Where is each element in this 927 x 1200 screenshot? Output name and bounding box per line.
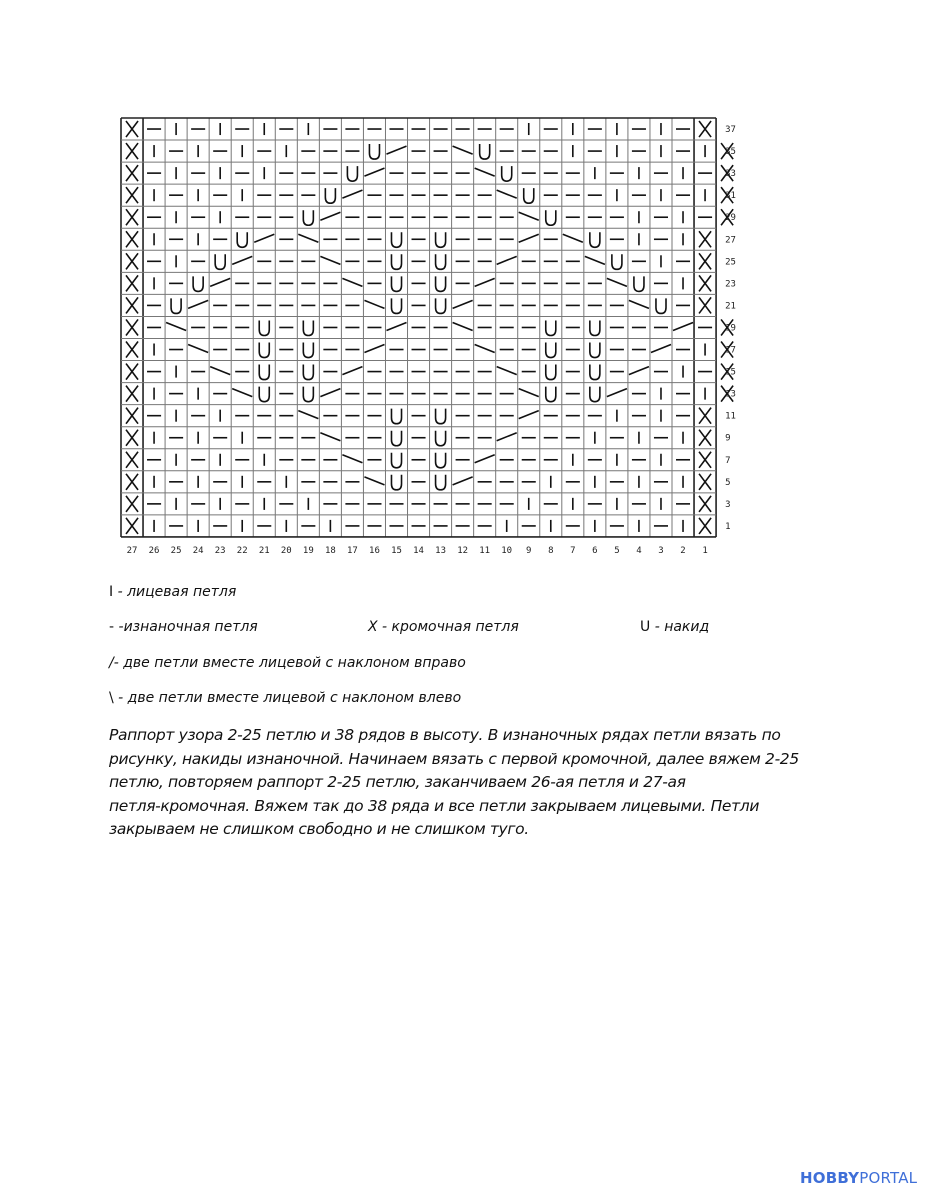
k2tog-right-symbol — [497, 433, 517, 441]
pattern-description — [109, 724, 809, 842]
k2tog-left-symbol — [166, 322, 186, 330]
k2tog-right-symbol — [342, 367, 362, 375]
edge-stitch-symbol — [699, 452, 711, 468]
k2tog-left-symbol — [497, 367, 517, 375]
edge-stitch-symbol — [126, 386, 138, 402]
row-label: 5 — [725, 477, 731, 488]
k2tog-left-symbol — [629, 300, 649, 308]
yarn-over-symbol — [656, 298, 666, 313]
yarn-over-symbol — [259, 387, 269, 402]
legend-k2tog-left-symbol: \ — [109, 690, 114, 706]
yarn-over-symbol — [369, 144, 379, 159]
yarn-over-symbol — [546, 343, 556, 358]
yarn-over-symbol — [436, 475, 446, 490]
legend-purl — [109, 619, 258, 635]
edge-stitch-symbol — [126, 430, 138, 446]
column-label: 5 — [614, 545, 620, 556]
k2tog-right-symbol — [651, 345, 671, 353]
yarn-over-symbol — [590, 343, 600, 358]
column-label: 8 — [548, 545, 554, 556]
k2tog-right-symbol — [386, 146, 406, 154]
column-label: 22 — [236, 545, 248, 556]
edge-stitch-symbol — [126, 474, 138, 490]
edge-stitch-symbol — [126, 143, 138, 159]
k2tog-right-symbol — [453, 300, 473, 308]
row-label: 37 — [725, 125, 736, 136]
column-label: 11 — [479, 545, 491, 556]
edge-stitch-symbol — [699, 121, 711, 137]
k2tog-left-symbol — [342, 455, 362, 463]
k2tog-left-symbol — [519, 389, 539, 397]
edge-stitch-symbol — [126, 209, 138, 225]
edge-stitch-symbol — [126, 518, 138, 534]
legend-k2tog-right — [109, 655, 466, 671]
yarn-over-symbol — [391, 232, 401, 247]
legend-knit — [109, 584, 236, 600]
edge-stitch-symbol — [699, 430, 711, 446]
yarn-over-symbol — [391, 254, 401, 269]
edge-stitch-symbol — [126, 452, 138, 468]
legend-edge-text: - кромочная петля — [377, 619, 519, 635]
column-label: 12 — [457, 545, 469, 556]
k2tog-right-symbol — [629, 367, 649, 375]
yarn-over-symbol — [546, 387, 556, 402]
column-label: 18 — [324, 545, 336, 556]
k2tog-right-symbol — [232, 256, 252, 264]
yarn-over-symbol — [391, 431, 401, 446]
row-label: 21 — [725, 301, 736, 312]
edge-stitch-symbol — [126, 187, 138, 203]
k2tog-left-symbol — [475, 345, 495, 353]
yarn-over-symbol — [171, 298, 181, 313]
yarn-over-symbol — [436, 232, 446, 247]
yarn-over-symbol — [436, 409, 446, 424]
description-line: закрываем не слишком свободно и не слишком туго. — [109, 820, 529, 839]
yarn-over-symbol — [391, 475, 401, 490]
k2tog-left-symbol — [298, 411, 318, 419]
yarn-over-symbol — [590, 232, 600, 247]
legend-edge-symbol: X — [368, 619, 378, 635]
k2tog-left-symbol — [563, 234, 583, 242]
column-label: 19 — [302, 545, 314, 556]
legend-purl-text: -изнаночная петля — [114, 619, 258, 635]
yarn-over-symbol — [436, 276, 446, 291]
column-label: 13 — [435, 545, 447, 556]
yarn-over-symbol — [391, 453, 401, 468]
k2tog-left-symbol — [607, 278, 627, 286]
row-label: 29 — [725, 213, 736, 224]
k2tog-right-symbol — [386, 322, 406, 330]
column-label: 10 — [501, 545, 513, 556]
row-label: 33 — [725, 169, 736, 180]
column-label: 24 — [192, 545, 204, 556]
edge-stitch-symbol — [699, 253, 711, 269]
row-label: 3 — [725, 499, 731, 510]
column-label: 3 — [658, 545, 664, 556]
column-label: 6 — [592, 545, 598, 556]
edge-stitch-symbol — [699, 275, 711, 291]
k2tog-left-symbol — [188, 345, 208, 353]
legend-k2tog-right-symbol: / — [109, 655, 114, 671]
column-label: 14 — [413, 545, 424, 556]
yarn-over-symbol — [502, 166, 512, 181]
k2tog-right-symbol — [320, 212, 340, 220]
yarn-over-symbol — [391, 276, 401, 291]
edge-stitch-symbol — [126, 275, 138, 291]
yarn-over-symbol — [303, 343, 313, 358]
k2tog-left-symbol — [320, 256, 340, 264]
description-line: рисунку, накиды изнаночной. Начинаем вязать с первой кромочной, далее вяжем 2-25 — [109, 749, 799, 768]
row-label: 17 — [725, 345, 736, 356]
k2tog-left-symbol — [298, 234, 318, 242]
row-label: 25 — [725, 257, 736, 268]
edge-stitch-symbol — [126, 297, 138, 313]
row-label: 35 — [725, 147, 736, 158]
column-label: 1 — [702, 545, 708, 556]
column-label: 23 — [214, 545, 226, 556]
knitting-chart-svg — [121, 118, 756, 562]
column-label: 16 — [369, 545, 380, 556]
yarn-over-symbol — [391, 298, 401, 313]
description-line: Раппорт узора 2-25 петлю и 38 рядов в высоту. В изнаночных рядах петли вязать по — [109, 726, 781, 744]
edge-stitch-symbol — [126, 121, 138, 137]
k2tog-left-symbol — [342, 278, 362, 286]
edge-stitch-symbol — [699, 496, 711, 512]
yarn-over-symbol — [303, 320, 313, 335]
yarn-over-symbol — [347, 166, 357, 181]
yarn-over-symbol — [590, 320, 600, 335]
legend-knit-symbol: I — [109, 584, 114, 600]
edge-stitch-symbol — [126, 165, 138, 181]
k2tog-right-symbol — [607, 389, 627, 397]
yarn-over-symbol — [546, 320, 556, 335]
row-label: 9 — [725, 433, 731, 444]
legend-yarnover-text: - накид — [650, 619, 710, 635]
edge-stitch-symbol — [126, 319, 138, 335]
k2tog-right-symbol — [210, 278, 230, 286]
k2tog-left-symbol — [453, 322, 473, 330]
description-line: петлю, повторяем раппорт 2-25 петлю, заканчиваем 26-ая петля и 27-ая — [109, 773, 686, 792]
yarn-over-symbol — [303, 387, 313, 402]
k2tog-right-symbol — [453, 477, 473, 485]
legend-knit-text: - лицевая петля — [113, 584, 237, 600]
edge-stitch-symbol — [126, 408, 138, 424]
edge-stitch-symbol — [126, 231, 138, 247]
legend-yarnover — [640, 619, 709, 635]
legend-purl-symbol: - — [109, 619, 115, 635]
row-label: 19 — [725, 323, 736, 334]
row-label: 31 — [725, 191, 736, 202]
legend-yarnover-symbol: U — [640, 619, 651, 635]
column-label: 4 — [636, 545, 642, 556]
yarn-over-symbol — [259, 320, 269, 335]
legend-k2tog-right-text: - две петли вместе лицевой с наклоном вправо — [113, 655, 466, 671]
edge-stitch-symbol — [126, 253, 138, 269]
column-label: 27 — [126, 545, 138, 556]
brand-logo — [800, 1169, 917, 1187]
column-label: 7 — [570, 545, 576, 556]
yarn-over-symbol — [259, 343, 269, 358]
yarn-over-symbol — [436, 431, 446, 446]
k2tog-right-symbol — [342, 190, 362, 198]
k2tog-left-symbol — [475, 168, 495, 176]
column-label: 26 — [148, 545, 160, 556]
row-label: 1 — [725, 521, 731, 532]
row-label: 15 — [725, 367, 736, 378]
k2tog-right-symbol — [475, 455, 495, 463]
yarn-over-symbol — [237, 232, 247, 247]
k2tog-right-symbol — [364, 168, 384, 176]
k2tog-right-symbol — [519, 234, 539, 242]
k2tog-left-symbol — [364, 477, 384, 485]
yarn-over-symbol — [259, 365, 269, 380]
column-label: 2 — [680, 545, 686, 556]
description-line: петля-кромочная. Вяжем так до 38 ряда и все петли закрываем лицевыми. Петли — [109, 796, 760, 815]
row-label: 23 — [725, 279, 736, 290]
k2tog-right-symbol — [475, 278, 495, 286]
knitting-chart — [121, 118, 756, 562]
brand-logo-part1: HOBBY — [800, 1169, 860, 1187]
column-label: 9 — [526, 545, 532, 556]
edge-stitch-symbol — [699, 297, 711, 313]
column-label: 15 — [391, 545, 402, 556]
k2tog-left-symbol — [453, 146, 473, 154]
legend-edge — [368, 619, 519, 635]
k2tog-left-symbol — [519, 212, 539, 220]
yarn-over-symbol — [193, 276, 203, 291]
k2tog-left-symbol — [497, 190, 517, 198]
edge-stitch-symbol — [126, 364, 138, 380]
edge-stitch-symbol — [699, 474, 711, 490]
k2tog-left-symbol — [364, 300, 384, 308]
edge-stitch-symbol — [699, 518, 711, 534]
k2tog-right-symbol — [188, 300, 208, 308]
k2tog-right-symbol — [673, 322, 693, 330]
column-label: 17 — [346, 545, 358, 556]
yarn-over-symbol — [590, 387, 600, 402]
k2tog-right-symbol — [497, 256, 517, 264]
row-label: 13 — [725, 389, 736, 400]
yarn-over-symbol — [303, 365, 313, 380]
row-label: 27 — [725, 235, 736, 246]
k2tog-right-symbol — [519, 411, 539, 419]
k2tog-left-symbol — [210, 367, 230, 375]
yarn-over-symbol — [436, 298, 446, 313]
yarn-over-symbol — [303, 210, 313, 225]
yarn-over-symbol — [215, 254, 225, 269]
edge-stitch-symbol — [699, 231, 711, 247]
column-label: 20 — [280, 545, 292, 556]
k2tog-left-symbol — [585, 256, 605, 264]
yarn-over-symbol — [480, 144, 490, 159]
yarn-over-symbol — [325, 188, 335, 203]
legend-k2tog-left-text: - две петли вместе лицевой с наклоном влево — [113, 690, 462, 706]
edge-stitch-symbol — [699, 408, 711, 424]
k2tog-right-symbol — [364, 345, 384, 353]
yarn-over-symbol — [612, 254, 622, 269]
yarn-over-symbol — [436, 254, 446, 269]
k2tog-right-symbol — [254, 234, 274, 242]
column-label: 25 — [170, 545, 182, 556]
yarn-over-symbol — [590, 365, 600, 380]
column-label: 21 — [258, 545, 270, 556]
row-label: 7 — [725, 455, 731, 466]
yarn-over-symbol — [546, 365, 556, 380]
yarn-over-symbol — [436, 453, 446, 468]
legend-k2tog-left — [109, 690, 461, 706]
row-label: 11 — [725, 411, 736, 422]
k2tog-left-symbol — [320, 433, 340, 441]
k2tog-left-symbol — [232, 389, 252, 397]
yarn-over-symbol — [391, 409, 401, 424]
yarn-over-symbol — [634, 276, 644, 291]
yarn-over-symbol — [546, 210, 556, 225]
k2tog-right-symbol — [320, 389, 340, 397]
yarn-over-symbol — [524, 188, 534, 203]
brand-logo-part2: PORTAL — [859, 1169, 918, 1187]
edge-stitch-symbol — [126, 496, 138, 512]
edge-stitch-symbol — [126, 342, 138, 358]
